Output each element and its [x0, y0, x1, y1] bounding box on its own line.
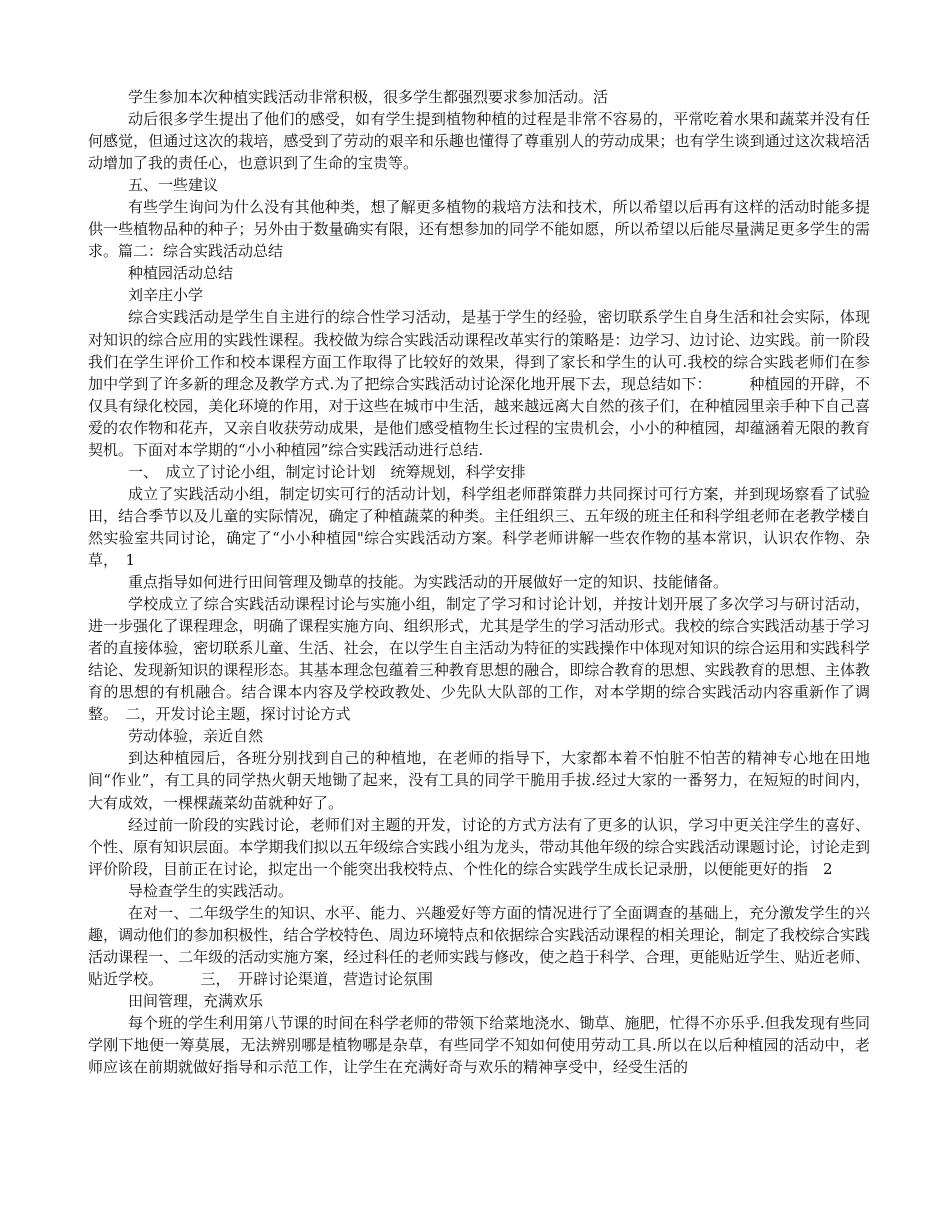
paragraph: 到达种植园后，各班分别找到自己的种植地，在老师的指导下，大家都本着不怕脏不怕苦的精神专心地在田地间“作业”，有工具的同学热火朝天地锄了起来，没有工具的同学干脆用手拔.经过大家的一番努力，在短短的时间内，大有成效，一棵棵蔬菜幼苗就种好了。: [88, 749, 870, 812]
subheading: 田间管理，充满欢乐: [128, 991, 264, 1010]
paragraph: 动后很多学生提出了他们的感受，如有学生提到植物种植的过程是非常不容易的，平常吃着水果和蔬菜并没有任何感觉，但通过这次的栽培，感受到了劳动的艰辛和乐趣也懂得了尊重别人的劳动成果；也有学生谈到通过这次栽培活动增加了我的责任心，也意识到了生命的宝贵等。: [88, 110, 870, 173]
paragraph: 有些学生询问为什么没有其他种类，想了解更多植物的栽培方法和技术，所以希望以后再有这样的活动时能多提供一些植物品种的种子；另外由于数量确实有限，还有想参加的同学不能如愿，所以希望以后能尽量满足更多学生的需求。篇二：综合实践活动总结: [88, 198, 870, 261]
paragraph: 重点指导如何进行田间管理及锄草的技能。为实践活动的开展做好一定的知识、技能储备。: [128, 573, 729, 592]
section-heading: 一、 成立了讨论小组，制定讨论计划 统筹规划，科学安排: [128, 462, 526, 481]
section-heading: 五、一些建议: [128, 176, 219, 195]
document-body: [88, 86, 870, 1078]
paragraph: 学校成立了综合实践活动课程讨论与实施小组，制定了学习和讨论计划，并按计划开展了多次学习与研讨活动，进一步强化了课程理念，明确了课程实施方向、组织形式，尤其是学生的学习活动形式。我校的综合实践活动基于学习者的直接体验，密切联系儿童、生活、社会，在以学生自主活动为特征的实践操作中体现对知识的综合运用和实践科学结论、发现新知识的课程形态。其基本理念包蕴着三种教育思想的融合，即综合教育的思想、实践教育的思想、主体教育的思想的有机融合。结合课本内容及学校政教处、少先队大队部的工作，对本学期的综合实践活动内容重新作了调整。 二，开发讨论主题，探讨讨论方式: [88, 595, 870, 724]
paragraph: 学生参加本次种植实践活动非常积极，很多学生都强烈要求参加活动。活: [128, 88, 609, 106]
paragraph: 成立了实践活动小组，制定切实可行的活动计划，科学组老师群策群力共同探讨可行方案，并到现场察看了试验田，结合季节以及儿童的实际情况，确定了种植蔬菜的种类。主任组织三、五年级的班主任和科学组老师在老教学楼自然实验室共同讨论，确定了“小小种植园"综合实践活动方案。科学老师讲解一些农作物的基本常识，认识农作物、杂草， 1: [88, 484, 870, 569]
paragraph: 每个班的学生利用第八节课的时间在科学老师的带领下给菜地浇水、锄草、施肥，忙得不亦乐乎.但我发现有些同学刚下地便一筹莫展，无法辨别哪是植物哪是杂草，有些同学不知如何使用劳动工具.所以在以后种植园的活动中，老师应该在前期就做好指导和示范工作，让学生在充满好奇与欢乐的精神享受中，经受生活的: [88, 1013, 870, 1077]
school-name: 刘辛庄小学: [128, 286, 204, 305]
paragraph: 综合实践活动是学生自主进行的综合性学习活动，是基于学生的经验，密切联系学生自身生活和社会实际，体现对知识的综合应用的实践性课程。我校做为综合实践活动课程改革实行的策略是：边学习、边讨论、边实践。前一阶段我们在学生评价工作和校本课程方面工作取得了比较好的效果，得到了家长和学生的认可.我校的综合实践老师们在参加中学到了许多新的理念及教学方式.为了把综合实践活动讨论深化地开展下去，现总结如下： 种植园的开辟，不仅具有绿化校园，美化环境的作用，对于这些在城市中生活，越来越远离大自然的孩子们，在种植园里亲手种下自己喜爱的农作物和花卉，又亲自收获劳动成果，是他们感受植物生长过程的宝贵机会，小小的种植园，却蕴涵着无限的教育契机。下面对本学期的“小小种植园”综合实践活动进行总结.: [88, 308, 870, 459]
paragraph: 经过前一阶段的实践讨论，老师们对主题的开发，讨论的方式方法有了更多的认识，学习中更关注学生的喜好、个性、原有知识层面。本学期我们拟以五年级综合实践小组为龙头，带动其他年级的综合实践活动课题讨论，讨论走到评价阶段，目前正在讨论，拟定出一个能突出我校特点、个性化的综合实践学生成长记录册，以便能更好的指 2: [88, 815, 870, 878]
paragraph: 导检查学生的实践活动。: [128, 881, 294, 900]
paragraph: 在对一、二年级学生的知识、水平、能力、兴趣爱好等方面的情况进行了全面调查的基础上，充分激发学生的兴趣，调动他们的参加积极性，结合学校特色、周边环境特点和依据综合实践活动课程的相关理论，制定了我校综合实践活动课程一、二年级的活动实施方案，经过科任的老师实践与修改，使之趋于科学、合理，更能贴近学生、贴近老师、贴近学校。 三， 开辟讨论渠道，营造讨论氛围: [88, 903, 870, 988]
subheading: 劳动体验，亲近自然: [128, 727, 264, 746]
article-title: 种植园活动总结: [128, 264, 234, 283]
